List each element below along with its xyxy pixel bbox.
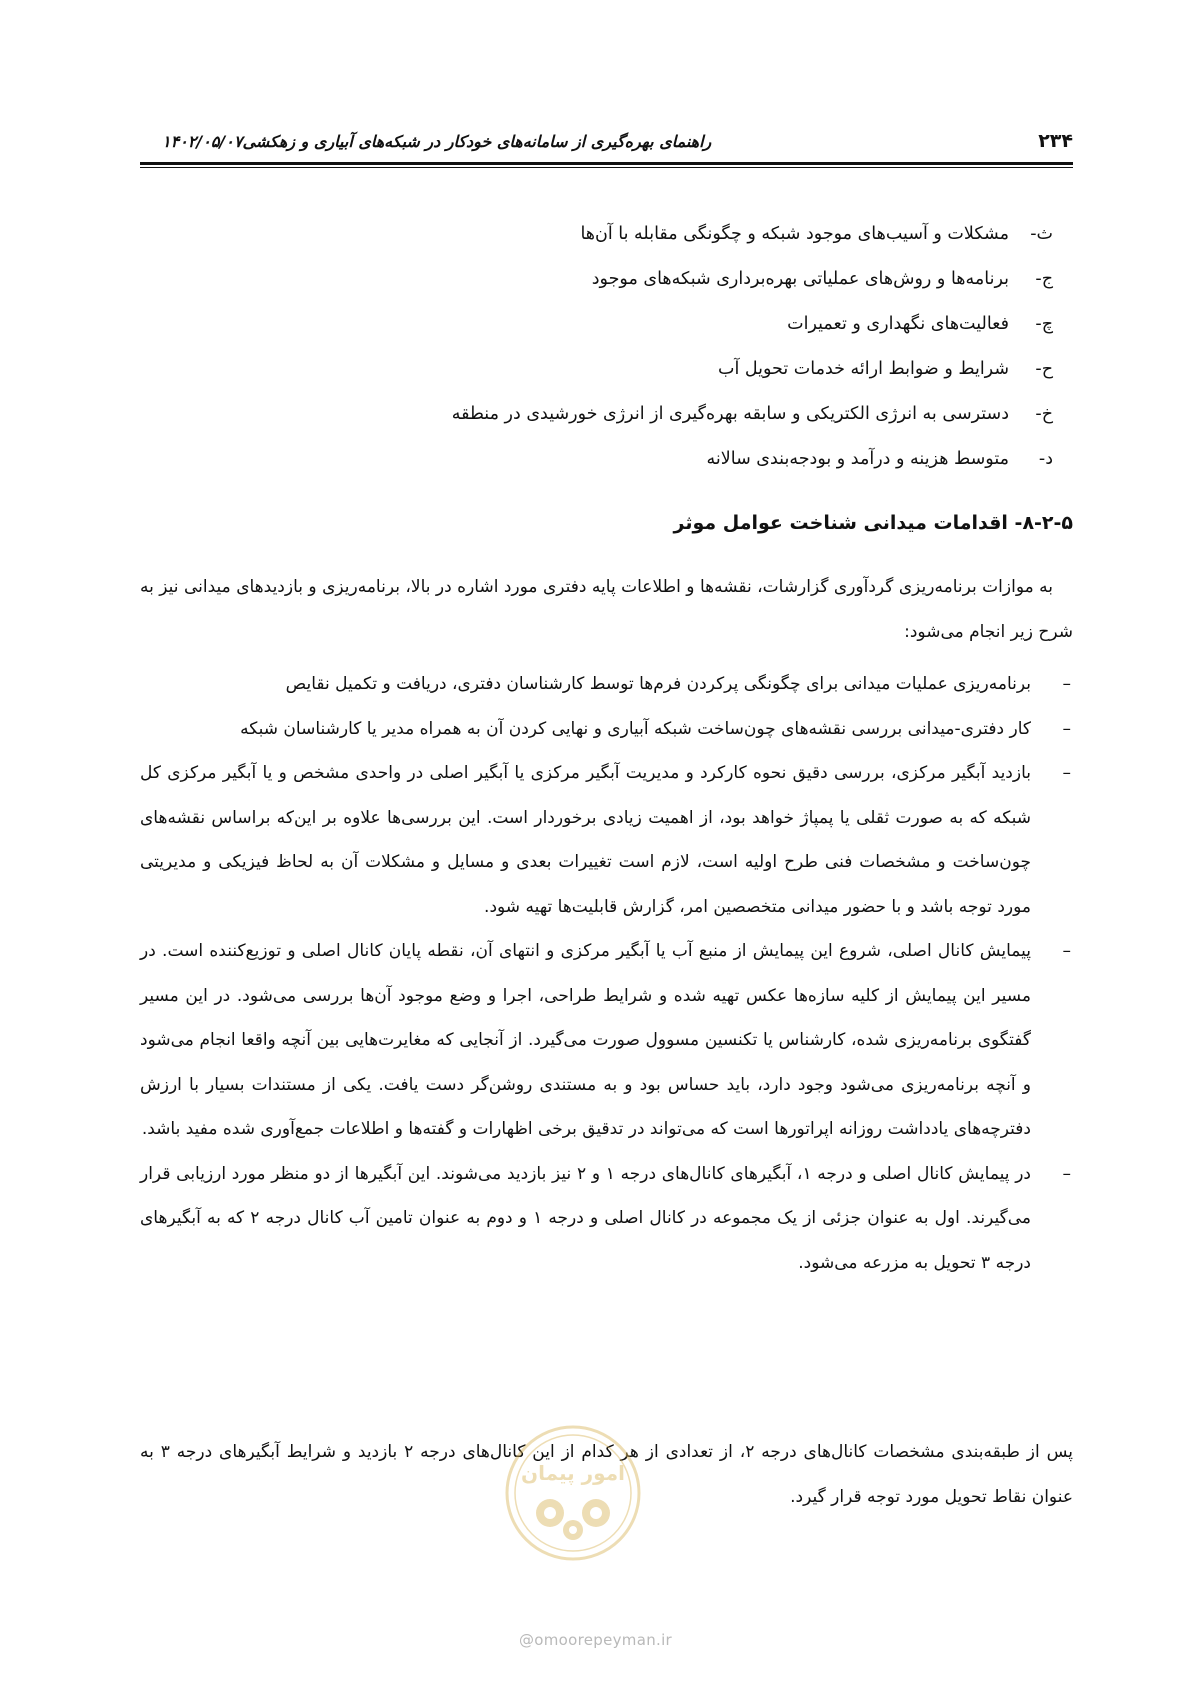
list-item-text: برنامه‌ها و روش‌های عملیاتی بهره‌برداری شبکه‌های موجود <box>591 269 1009 289</box>
bullet-item <box>140 662 1073 707</box>
bullet-dash: – <box>1062 941 1071 961</box>
bullet-dash: – <box>1062 674 1071 694</box>
page-number: ۲۳۴ <box>1038 130 1073 152</box>
running-title-text: راهنمای بهره‌گیری از سامانه‌های خودکار در شبکه‌های آبیاری و زهکشی <box>242 132 712 151</box>
bullet-text: در پیمایش کانال اصلی و درجه ۱، آبگیرهای کانال‌های درجه ۱ و ۲ نیز بازدید می‌شوند. این آبگیرها از دو منظر مورد ارزیابی قرار می‌گیرند. اول به عنوان جزئی از یک مجموعه در کانال اصلی و درجه ۱ و دوم به عنوان تامین آب کانال درجه ۲ که به آبگیرهای درجه ۳ تحویل به مزرعه می‌شود. <box>140 1163 1031 1273</box>
bullet-dash: – <box>1062 763 1071 783</box>
section-heading: ۸-۲-۵- اقدامات میدانی شناخت عوامل موثر <box>673 512 1073 534</box>
list-item-text: فعالیت‌های نگهداری و تعمیرات <box>787 314 1009 334</box>
list-item-text: دسترسی به انرژی الکتریکی و سابقه بهره‌گیری از انرژی خورشیدی در منطقه <box>451 404 1009 424</box>
bullet-dash: – <box>1062 1163 1071 1184</box>
list-item <box>293 347 1053 392</box>
header-date: ۱۴۰۲/۰۵/۰۷ <box>162 132 243 151</box>
bullet-item <box>140 751 1073 929</box>
bullet-text: پیمایش کانال اصلی، شروع این پیمایش از منبع آب یا آبگیر مرکزی و انتهای آن، نقطه پایان کانال اصلی و توزیع‌کننده است. در مسیر این پیمایش از کلیه سازه‌ها عکس تهیه شده و شرایط طراحی، اجرا و وضع موجود آن‌ها بررسی می‌شود. در این مسیر گفتگوی برنامه‌ریزی شده، کارشناس یا تکنسین مسوول صورت می‌گیرد. از آنجایی که مغایرت‌هایی بین آنچه واقعا انجام می‌شود و آنچه برنامه‌ریزی می‌شود وجود دارد، باید حساس بود و به مستندی روشن‌گر دست یافت. یکی از مستندات بسیار با ارزش دفترچه‌های یادداشت روزانه اپراتورها است که می‌تواند در تدقیق برخی اظهارات و گفته‌ها و اطلاعات جمع‌آوری شده مفید باشد. <box>140 941 1031 1139</box>
list-item <box>293 212 1053 257</box>
list-item-text: مشکلات و آسیب‌های موجود شبکه و چگونگی مقابله با آن‌ها <box>580 224 1009 244</box>
list-item-mark: د- <box>1038 449 1053 469</box>
bullet-text: بازدید آبگیر مرکزی، بررسی دقیق نحوه کارکرد و مدیریت آبگیر مرکزی یا آبگیر اصلی در واحدی مشخص و یا آبگیر مرکزی کل شبکه که به صورت ثقلی یا پمپاژ خواهد بود، از اهمیت زیادی برخوردار است. این بررسی‌ها علاوه بر این‌که براساس نقشه‌های چون‌ساخت و مشخصات فنی طرح اولیه است، لازم است تغییرات بعدی و مسایل و مشکلات آن به لحاظ فیزیکی و مدیریتی مورد توجه باشد و با حضور میدانی متخصصین امر، گزارش قابلیت‌ها تهیه شود. <box>140 763 1031 917</box>
bullet-item <box>140 707 1073 752</box>
list-item-mark: چ- <box>1035 314 1053 334</box>
list-item-mark: ح- <box>1035 359 1053 379</box>
header-rule-thin <box>140 167 1073 168</box>
bullet-item <box>140 929 1073 1152</box>
seal-text: امور پیمان <box>521 1461 625 1485</box>
bullet-item <box>140 1152 1073 1286</box>
lettered-list <box>293 212 1053 482</box>
list-item <box>293 392 1053 437</box>
closing-paragraph: پس از طبقه‌بندی مشخصات کانال‌های درجه ۲، از تعدادی از هر کدام از این کانال‌های درجه ۲ بازدید و شرایط آبگیرهای درجه ۳ به عنوان نقاط تحویل مورد توجه قرار گیرد. <box>140 1442 1073 1507</box>
bullet-text: کار دفتری-میدانی بررسی نقشه‌های چون‌ساخت شبکه آبیاری و نهایی کردن آن به همراه مدیر یا کارشناسان شبکه <box>240 718 1031 739</box>
list-item-mark: ث- <box>1030 224 1053 244</box>
list-item-text: متوسط هزینه و درآمد و بودجه‌بندی سالانه <box>706 449 1009 469</box>
list-item <box>293 437 1053 482</box>
omoore-peyman-seal-icon <box>498 1418 648 1568</box>
list-item-text: شرایط و ضوابط ارائه خدمات تحویل آب <box>717 359 1009 379</box>
bullet-dash: – <box>1062 718 1071 739</box>
bullet-text: برنامه‌ریزی عملیات میدانی برای چگونگی پرکردن فرم‌ها توسط کارشناسان دفتری، دریافت و تکمیل نقایص <box>285 674 1031 694</box>
header-rule-thick <box>140 162 1073 165</box>
intro-paragraph: به موازات برنامه‌ریزی گردآوری گزارشات، نقشه‌ها و اطلاعات پایه دفتری مورد اشاره در بالا، برنامه‌ریزی و بازدیدهای میدانی نیز به شرح زیر انجام می‌شود: <box>140 577 1073 642</box>
page-header <box>140 120 1073 170</box>
list-item-mark: خ- <box>1035 404 1053 424</box>
list-item-mark: ج- <box>1035 269 1053 289</box>
list-item <box>293 302 1053 347</box>
watermark-url: @omoorepeyman.ir <box>518 1631 673 1649</box>
bullet-list <box>140 662 1073 1285</box>
list-item <box>293 257 1053 302</box>
running-title <box>140 132 711 151</box>
